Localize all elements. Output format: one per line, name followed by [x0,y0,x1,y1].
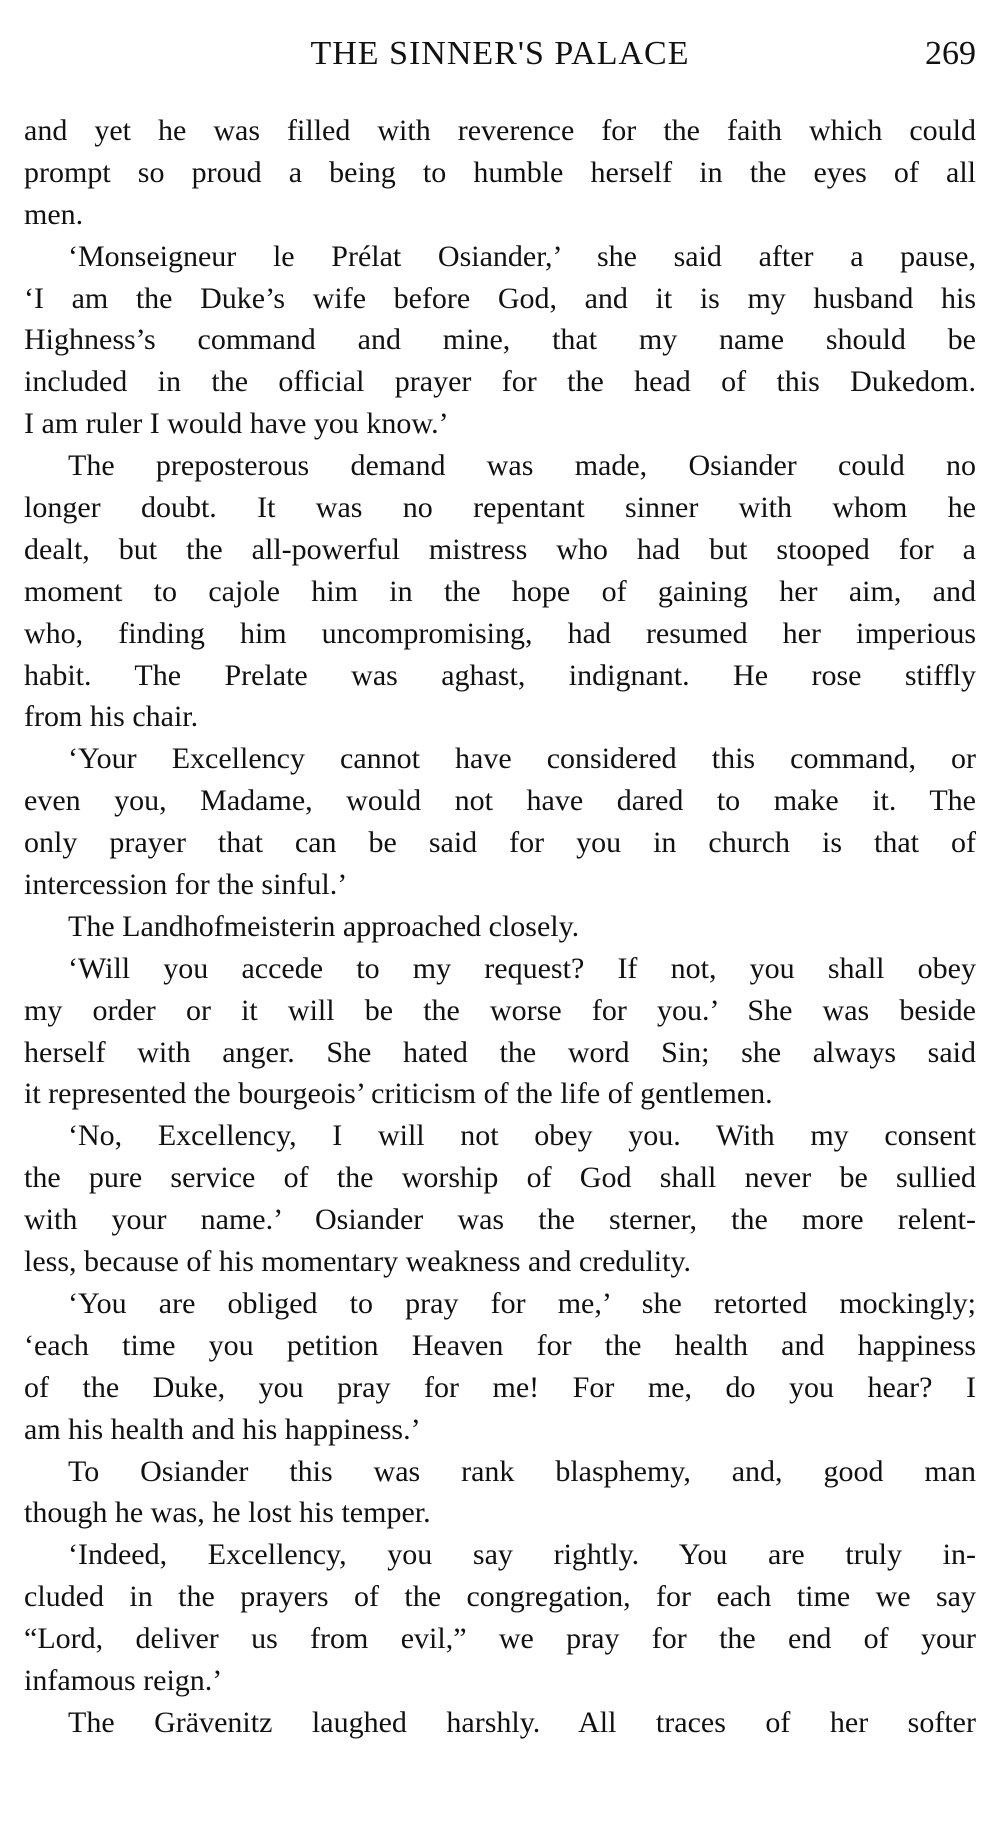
text-line: habit. The Prelate was aghast, indignant. He rose stiffly [24,658,976,692]
text-line: longer doubt. It was no repentant sinner with whom he [24,491,976,525]
text-line: even you, Madame, would not have dared to make it. The [24,784,976,818]
text-line: from his chair. [24,700,199,734]
page-number: 269 [925,35,976,72]
text-line: moment to cajole him in the hope of gaining her aim, and [24,574,976,608]
text-line: The Landhofmeisterin approached closely. [68,909,580,943]
text-line: cluded in the prayers of the congregation, for each time we say [24,1580,976,1614]
text-line: it represented the bourgeois’ criticism of the life of gentlemen. [24,1077,773,1111]
text-line: “Lord, deliver us from evil,” we pray for the end of your [24,1622,976,1656]
text-line: ‘Your Excellency cannot have considered this command, or [68,742,976,776]
text-line: To Osiander this was rank blasphemy, and, good man [68,1454,976,1488]
text-line: and yet he was filled with reverence for the faith which could [24,114,976,147]
text-line: dealt, but the all-powerful mistress who had but stooped for a [24,532,976,566]
text-line: men. [24,197,84,231]
text-line: Highness’s command and mine, that my name should be [24,323,976,357]
text-line: prompt so proud a being to humble herself in the eyes of all [24,155,976,189]
text-line: I am ruler I would have you know.’ [24,407,449,441]
text-line: the pure service of the worship of God shall never be sullied [24,1161,976,1195]
text-line: ‘You are obliged to pray for me,’ she retorted mockingly; [68,1286,976,1320]
text-line: ‘each time you petition Heaven for the health and happiness [24,1328,976,1362]
text-line: am his health and his happiness.’ [24,1412,421,1446]
text-line: with your name.’ Osiander was the sterner, the more relent- [24,1203,976,1237]
text-line: only prayer that can be said for you in church is that of [24,826,976,860]
page-header [24,30,976,78]
text-line: infamous reign.’ [24,1663,223,1697]
text-line: ‘Monseigneur le Prélat Osiander,’ she said after a pause, [68,239,976,273]
text-line: less, because of his momentary weakness and credulity. [24,1245,692,1279]
text-line: herself with anger. She hated the word Sin; she always said [24,1035,976,1069]
text-line: my order or it will be the worse for you.’ She was beside [24,993,976,1027]
text-line: ‘Will you accede to my request? If not, you shall obey [68,951,976,985]
body-text [24,110,976,1744]
text-line: The Grävenitz laughed harshly. All traces of her softer [68,1705,976,1739]
text-line: ‘I am the Duke’s wife before God, and it is my husband his [24,281,976,315]
text-line: who, finding him uncompromising, had resumed her imperious [24,616,976,650]
text-line: included in the official prayer for the head of this Dukedom. [24,365,976,399]
text-line: of the Duke, you pray for me! For me, do you hear? I [24,1370,976,1404]
running-title: THE SINNER'S PALACE [310,35,690,72]
text-line: The preposterous demand was made, Osiander could no [68,449,976,483]
text-line: ‘Indeed, Excellency, you say rightly. You are truly in- [68,1538,976,1572]
text-line: though he was, he lost his temper. [24,1496,431,1530]
text-line: intercession for the sinful.’ [24,868,348,902]
text-line: ‘No, Excellency, I will not obey you. With my consent [68,1119,976,1153]
